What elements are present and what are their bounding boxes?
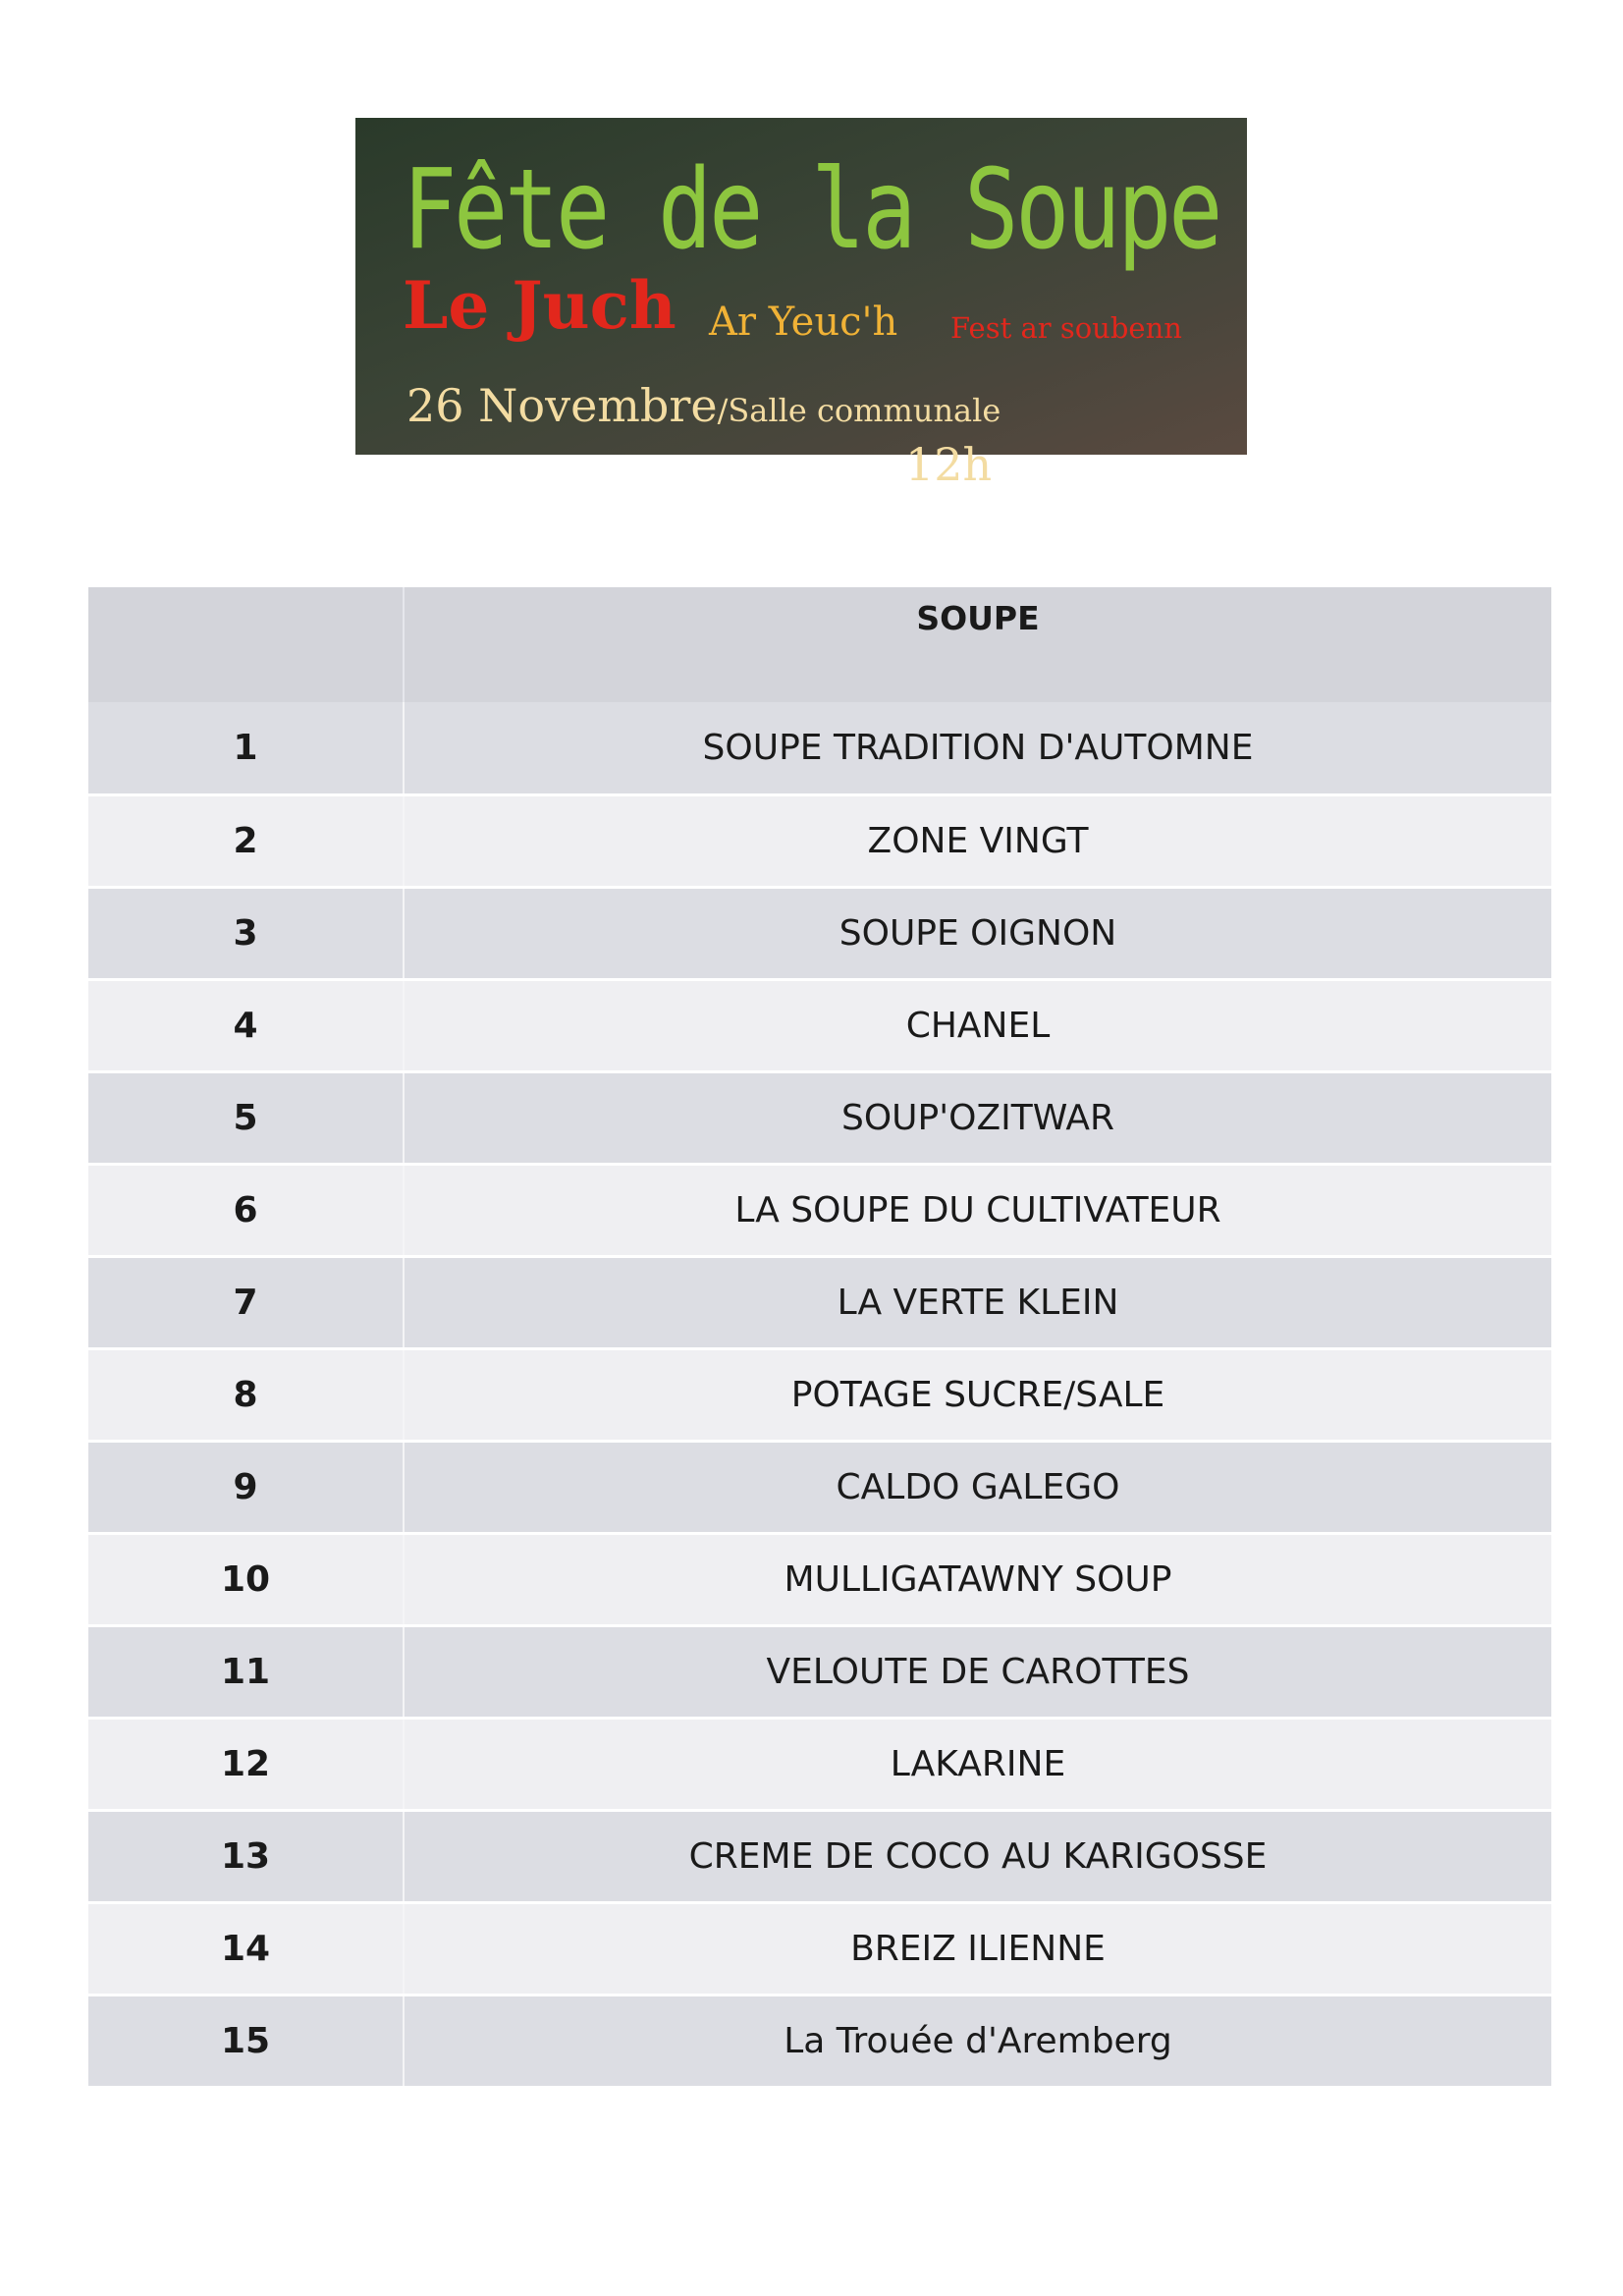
- banner-venue: /Salle communale: [717, 392, 1001, 429]
- row-number: 1: [88, 702, 404, 794]
- banner-fest-breton: Fest ar soubenn: [950, 311, 1182, 345]
- header-number: [88, 587, 404, 702]
- row-soup-name: CALDO GALEGO: [404, 1441, 1551, 1533]
- row-soup-name: LAKARINE: [404, 1718, 1551, 1810]
- row-number: 10: [88, 1533, 404, 1625]
- row-number: 8: [88, 1348, 404, 1441]
- table-row: [88, 1348, 1551, 1441]
- table-row: [88, 1625, 1551, 1718]
- table-row: [88, 702, 1551, 794]
- row-number: 9: [88, 1441, 404, 1533]
- row-number: 14: [88, 1902, 404, 1995]
- row-number: 13: [88, 1810, 404, 1902]
- table-row: [88, 1533, 1551, 1625]
- table-row: [88, 1995, 1551, 2087]
- row-soup-name: POTAGE SUCRE/SALE: [404, 1348, 1551, 1441]
- row-soup-name: SOUPE OIGNON: [404, 887, 1551, 979]
- row-number: 12: [88, 1718, 404, 1810]
- row-number: 6: [88, 1164, 404, 1256]
- row-number: 5: [88, 1071, 404, 1164]
- row-soup-name: LA SOUPE DU CULTIVATEUR: [404, 1164, 1551, 1256]
- table-row: [88, 1810, 1551, 1902]
- row-number: 7: [88, 1256, 404, 1348]
- row-number: 2: [88, 794, 404, 887]
- table-row: [88, 1902, 1551, 1995]
- table-row: [88, 1256, 1551, 1348]
- banner-hours: 12h: [905, 438, 993, 491]
- table-row: [88, 979, 1551, 1071]
- row-number: 3: [88, 887, 404, 979]
- banner-town-breton: Ar Yeuc'h: [709, 300, 898, 345]
- table-row: [88, 1164, 1551, 1256]
- header-soup: SOUPE: [404, 587, 1551, 702]
- row-soup-name: SOUP'OZITWAR: [404, 1071, 1551, 1164]
- table-row: [88, 794, 1551, 887]
- banner-date-line: [406, 379, 1001, 432]
- table-row: [88, 1071, 1551, 1164]
- row-soup-name: LA VERTE KLEIN: [404, 1256, 1551, 1348]
- row-soup-name: VELOUTE DE CAROTTES: [404, 1625, 1551, 1718]
- banner-title: Fête de la Soupe: [403, 146, 1220, 274]
- table-row: [88, 1441, 1551, 1533]
- row-soup-name: MULLIGATAWNY SOUP: [404, 1533, 1551, 1625]
- row-soup-name: ZONE VINGT: [404, 794, 1551, 887]
- row-soup-name: CHANEL: [404, 979, 1551, 1071]
- banner-date: 26 Novembre: [406, 379, 718, 432]
- table-header-row: [88, 587, 1551, 702]
- table-row: [88, 887, 1551, 979]
- row-number: 15: [88, 1995, 404, 2087]
- row-soup-name: SOUPE TRADITION D'AUTOMNE: [404, 702, 1551, 794]
- row-number: 4: [88, 979, 404, 1071]
- row-soup-name: CREME DE COCO AU KARIGOSSE: [404, 1810, 1551, 1902]
- event-banner: [355, 118, 1247, 491]
- row-number: 11: [88, 1625, 404, 1718]
- table-row: [88, 1718, 1551, 1810]
- banner-town: Le Juch: [403, 267, 676, 344]
- soup-table: [88, 587, 1551, 2089]
- row-soup-name: La Trouée d'Aremberg: [404, 1995, 1551, 2087]
- row-soup-name: BREIZ ILIENNE: [404, 1902, 1551, 1995]
